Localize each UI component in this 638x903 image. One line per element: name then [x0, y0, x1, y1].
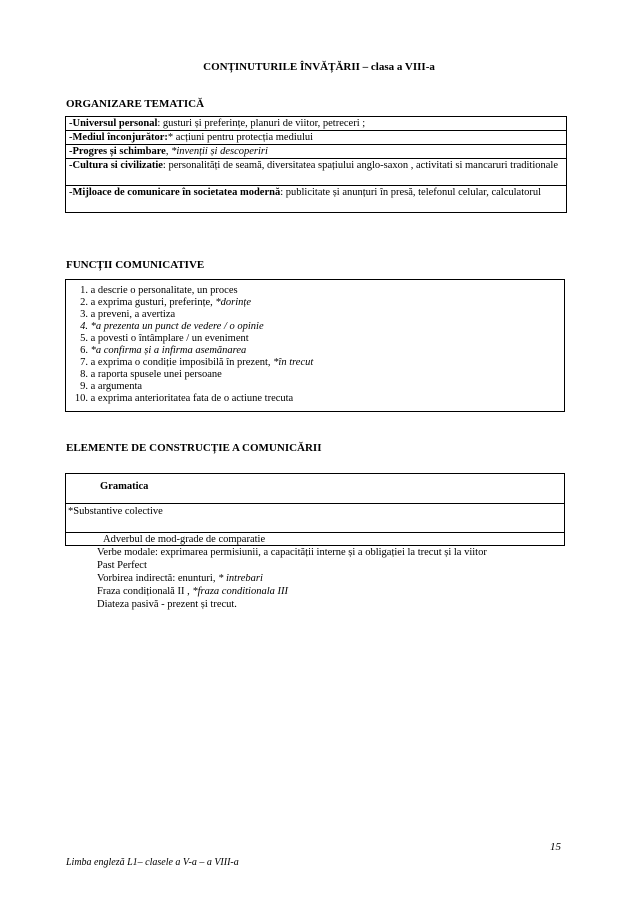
- conditional-text: Fraza condițională II , *fraza conditionala III: [97, 586, 289, 597]
- row-topic: -Cultura si civilizatie: [69, 160, 163, 171]
- row-text: : gusturi și preferințe, planuri de viitor, petreceri ;: [157, 118, 366, 129]
- table-row: [66, 145, 567, 159]
- table-row: [66, 131, 567, 145]
- list-item: 3. a preveni, a avertiza: [80, 309, 176, 320]
- collective-text: *Substantive colective: [68, 506, 163, 517]
- table-row: [66, 117, 567, 131]
- adverb-box: [65, 532, 565, 545]
- row-topic: -Mediul înconjurător:: [69, 132, 168, 143]
- passive-text: Diateza pasivă - prezent și trecut.: [97, 599, 237, 610]
- row-text: ,: [165, 146, 172, 157]
- page-footer: Limba engleză L1– clasele a V-a – a VIII-a: [66, 857, 239, 868]
- collective-box: [65, 503, 565, 533]
- list-item: 6. *a confirma și a infirma asemănarea: [80, 345, 247, 356]
- organizare-table: [65, 116, 567, 213]
- section-heading-functii: FUNCȚII COMUNICATIVE: [66, 259, 205, 271]
- list-item: 4. *a prezenta un punct de vedere / o opinie: [80, 321, 264, 332]
- section-heading-organizare: ORGANIZARE TEMATICĂ: [66, 98, 205, 110]
- row-topic: -Universul personal: [69, 118, 158, 129]
- modal-text: Verbe modale: exprimarea permisiunii, a capacității interne și a obligației la trecut și la viitor: [97, 547, 487, 558]
- table-row: [66, 159, 567, 186]
- row-text: : publicitate și anunțuri în presă, telefonul celular, calculatorul: [280, 187, 542, 198]
- list-item: 1. a descrie o personalitate, un proces: [80, 285, 238, 296]
- page-title: CONȚINUTURILE ÎNVĂȚĂRII – clasa a VIII-a: [203, 61, 435, 73]
- row-topic: -Progres și schimbare: [69, 146, 166, 157]
- reported-text: Vorbirea indirectă: enunturi, * intrebari: [97, 573, 263, 584]
- list-item: 8. a raporta spusele unei persoane: [80, 369, 222, 380]
- list-item: 10. a exprima anterioritatea fata de o actiune trecuta: [74, 393, 294, 404]
- row-text-italic: *invenții și descoperiri: [171, 146, 268, 157]
- list-item: 2. a exprima gusturi, preferințe, *dorințe: [80, 297, 252, 308]
- row-text: * acțiuni pentru protecția mediului: [167, 132, 314, 143]
- gramatica-header-box: [65, 473, 565, 504]
- list-item: 5. a povesti o întâmplare / un eveniment: [80, 333, 249, 344]
- row-text: : personalități de seamă, diversitatea spațiului anglo-saxon , activitati si mancaruri traditionale: [162, 160, 558, 171]
- adverb-text: Adverbul de mod-grade de comparatie: [103, 534, 266, 545]
- table-row: [66, 186, 567, 213]
- past-perfect-text: Past Perfect: [97, 560, 147, 571]
- list-item: 9. a argumenta: [80, 381, 143, 392]
- grammar-list: [65, 545, 565, 621]
- functii-box: [65, 279, 565, 412]
- section-heading-elemente: ELEMENTE DE CONSTRUCȚIE A COMUNICĂRII: [66, 442, 322, 454]
- row-topic: -Mijloace de comunicare în societatea modernă: [69, 187, 281, 198]
- page-number: 15: [550, 841, 561, 853]
- list-item: 7. a exprima o condiție imposibilă în prezent, *în trecut: [80, 357, 314, 368]
- gramatica-label: Gramatica: [100, 481, 149, 492]
